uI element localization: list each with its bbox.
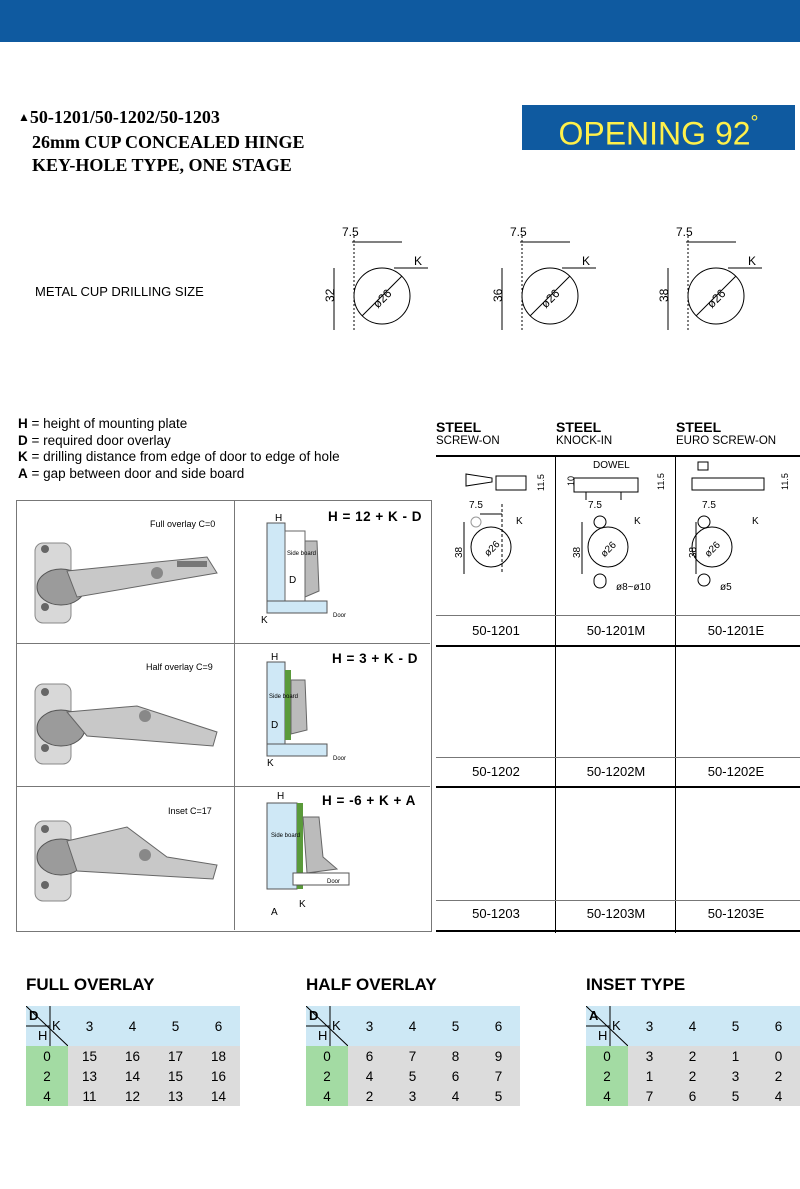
model-50-1203m: 50-1203M [586,906,646,921]
table-row [306,1066,520,1086]
table-cell: 13 [68,1066,111,1086]
table-cell: 6 [434,1066,477,1086]
table-cell: 1 [628,1066,671,1086]
table-row [26,1086,240,1106]
model-50-1203e: 50-1203E [707,906,765,921]
opening-label: OPENING 92 [558,115,751,152]
legend-item-k: K = drilling distance from edge of door to edge of hole [18,449,340,464]
model-50-1202: 50-1202 [472,764,520,779]
svg-text:38: 38 [572,546,583,558]
k-header: 6 [757,1006,800,1046]
h-value: 4 [26,1086,68,1106]
knock-in-plate-drawing [566,460,666,593]
height-label: 38 [657,288,671,302]
table-title-inset: INSET TYPE [586,975,686,994]
table-cell: 17 [154,1046,197,1066]
svg-text:D: D [271,720,279,731]
svg-text:ø26: ø26 [482,539,503,560]
title-line-3: KEY-HOLE TYPE, ONE STAGE [32,155,292,175]
table-cell: 1 [714,1046,757,1066]
table-cell: 14 [111,1066,154,1086]
caption-half-overlay: Half overlay C=9 [146,662,213,672]
svg-text:11.5: 11.5 [780,473,790,490]
offset-label: 7.5 [342,225,359,239]
drilling-diagrams [310,222,790,342]
model-50-1201e: 50-1201E [707,623,765,638]
table-corner: D H K [26,1006,68,1046]
model-50-1202m: 50-1202M [586,764,646,779]
offset-label: 7.5 [510,225,527,239]
drilling-diagram-3 [657,225,762,332]
height-label: 32 [323,288,337,302]
legend-item-h: H = height of mounting plate [18,416,188,431]
h-value: 4 [306,1086,348,1106]
svg-text:38: 38 [454,546,465,558]
h-value: 4 [586,1086,628,1106]
model-numbers: 50-1201/50-1202/50-1203 [29,107,220,127]
column-head-euro-screw-on: STEEL EURO SCREW-ON [676,419,777,447]
cup-diameter: ø26 [703,286,729,311]
table-cell: 2 [348,1086,391,1106]
table-cell: 18 [197,1046,240,1066]
svg-text:Side board: Side board [269,694,299,700]
model-50-1202e: 50-1202E [707,764,765,779]
full-overlay-table [26,1006,240,1106]
model-50-1201: 50-1201 [472,623,520,638]
k-label: K [748,254,757,268]
table-corner: A H K [586,1006,628,1046]
table-cell: 6 [348,1046,391,1066]
table-cell: 15 [68,1046,111,1066]
mounting-plate-drawings [436,456,800,614]
opening-degree: ° [750,112,759,134]
table-title-half-overlay: HALF OVERLAY [306,975,437,994]
table-cell: 16 [111,1046,154,1066]
svg-text:ø26: ø26 [598,539,619,560]
inset-table [586,1006,800,1106]
svg-text:K: K [516,516,523,527]
svg-text:H: H [277,791,285,802]
table-cell: 5 [391,1066,434,1086]
column-head-knock-in: STEEL KNOCK-IN [556,419,613,447]
title-line-2: 26mm CUP CONCEALED HINGE [32,132,305,152]
svg-text:ø5: ø5 [720,582,732,593]
formula-half-overlay: H = 3 + K - D [332,651,419,666]
install-diagram-half-overlay [267,652,346,769]
svg-text:38: 38 [688,546,699,558]
table-cell: 0 [757,1046,800,1066]
opening-badge [522,105,795,150]
table-row [586,1046,800,1066]
install-diagram-inset [267,791,349,918]
k-header: 4 [391,1006,434,1046]
legend-item-a: A = gap between door and side board [18,465,245,481]
model-50-1201m: 50-1201M [586,623,646,638]
legend-item-d: D = required door overlay [18,432,171,448]
table-cell: 7 [477,1066,520,1086]
h-value: 0 [306,1046,348,1066]
table-row [306,1046,520,1066]
table-cell: 8 [434,1046,477,1066]
svg-text:ø8~ø10: ø8~ø10 [616,582,651,593]
table-row [586,1066,800,1086]
k-header: 6 [477,1006,520,1046]
k-header: 5 [154,1006,197,1046]
svg-text:DOWEL: DOWEL [593,460,630,471]
formula-inset: H = -6 + K + A [322,793,416,808]
svg-text:H: H [275,513,283,524]
svg-text:K: K [261,615,268,626]
table-cell: 9 [477,1046,520,1066]
svg-text:Side board: Side board [287,551,317,557]
column-head-screw-on: STEEL SCREW-ON [436,419,500,447]
screw-on-plate-drawing [454,474,546,574]
hinge-photo-inset [35,821,217,901]
table-cell: 13 [154,1086,197,1106]
drilling-size-label: METAL CUP DRILLING SIZE [35,284,204,299]
table-cell: 12 [111,1086,154,1106]
caption-inset: Inset C=17 [168,806,212,816]
k-label: K [582,254,591,268]
svg-text:7.5: 7.5 [588,500,602,511]
hinge-photo-half-overlay [35,684,217,764]
table-cell: 3 [714,1066,757,1086]
table-cell: 7 [628,1086,671,1106]
k-header: 6 [197,1006,240,1046]
grid-rule [436,930,800,932]
svg-text:K: K [752,516,759,527]
top-banner [0,0,800,42]
table-cell: 3 [391,1086,434,1106]
grid-rule [436,786,800,788]
caption-full-overlay: Full overlay C=0 [150,519,216,529]
k-header: 3 [348,1006,391,1046]
k-header: 3 [628,1006,671,1046]
h-value: 0 [586,1046,628,1066]
grid-thin-rule [436,900,800,901]
svg-text:K: K [267,758,274,769]
table-corner: D H K [306,1006,348,1046]
table-row [26,1066,240,1086]
euro-plate-drawing [688,462,790,593]
h-value: 2 [306,1066,348,1086]
table-row [26,1046,240,1066]
hinge-photo-full-overlay [35,543,217,623]
table-cell: 5 [477,1086,520,1106]
svg-text:Door: Door [333,613,347,619]
svg-text:A: A [271,907,278,918]
svg-text:D: D [289,575,297,586]
table-cell: 4 [757,1086,800,1106]
svg-text:ø26: ø26 [702,539,723,560]
height-label: 36 [491,288,505,302]
table-cell: 15 [154,1066,197,1086]
table-cell: 2 [671,1066,714,1086]
k-label: K [414,254,423,268]
svg-text:K: K [299,899,306,910]
table-cell: 2 [757,1066,800,1086]
svg-text:11.5: 11.5 [656,473,666,490]
svg-text:H: H [271,652,279,663]
svg-text:Side board: Side board [271,833,301,839]
hinge-illustrations [17,501,429,929]
triangle-icon: ▲ [18,110,30,124]
table-cell: 7 [391,1046,434,1066]
h-value: 2 [26,1066,68,1086]
table-title-full-overlay: FULL OVERLAY [26,975,155,994]
cup-diameter: ø26 [537,286,563,311]
formula-full-overlay: H = 12 + K - D [328,509,423,524]
k-header: 5 [434,1006,477,1046]
table-cell: 2 [671,1046,714,1066]
k-header: 4 [111,1006,154,1046]
drilling-diagram-2 [491,225,596,332]
model-50-1203: 50-1203 [472,906,520,921]
drilling-diagram-1 [323,225,428,332]
table-cell: 11 [68,1086,111,1106]
h-value: 2 [586,1066,628,1086]
grid-thin-rule [436,757,800,758]
k-header: 5 [714,1006,757,1046]
svg-text:K: K [634,516,641,527]
table-row [306,1086,520,1106]
table-row [586,1086,800,1106]
h-value: 0 [26,1046,68,1066]
table-cell: 14 [197,1086,240,1106]
k-header: 3 [68,1006,111,1046]
svg-text:7.5: 7.5 [702,500,716,511]
svg-text:Door: Door [333,756,347,762]
table-cell: 6 [671,1086,714,1106]
half-overlay-table [306,1006,520,1106]
table-cell: 4 [348,1066,391,1086]
table-cell: 5 [714,1086,757,1106]
install-diagram-full-overlay [261,513,346,626]
svg-text:7.5: 7.5 [469,500,483,511]
table-cell: 16 [197,1066,240,1086]
svg-text:Door: Door [327,879,341,885]
grid-rule [436,645,800,647]
legend [18,416,340,482]
grid-thin-rule [436,615,800,616]
cup-diameter: ø26 [369,286,395,311]
table-cell: 3 [628,1046,671,1066]
k-header: 4 [671,1006,714,1046]
product-title [18,106,305,177]
table-cell: 4 [434,1086,477,1106]
svg-text:11.5: 11.5 [536,474,546,491]
svg-text:10: 10 [566,475,576,486]
offset-label: 7.5 [676,225,693,239]
